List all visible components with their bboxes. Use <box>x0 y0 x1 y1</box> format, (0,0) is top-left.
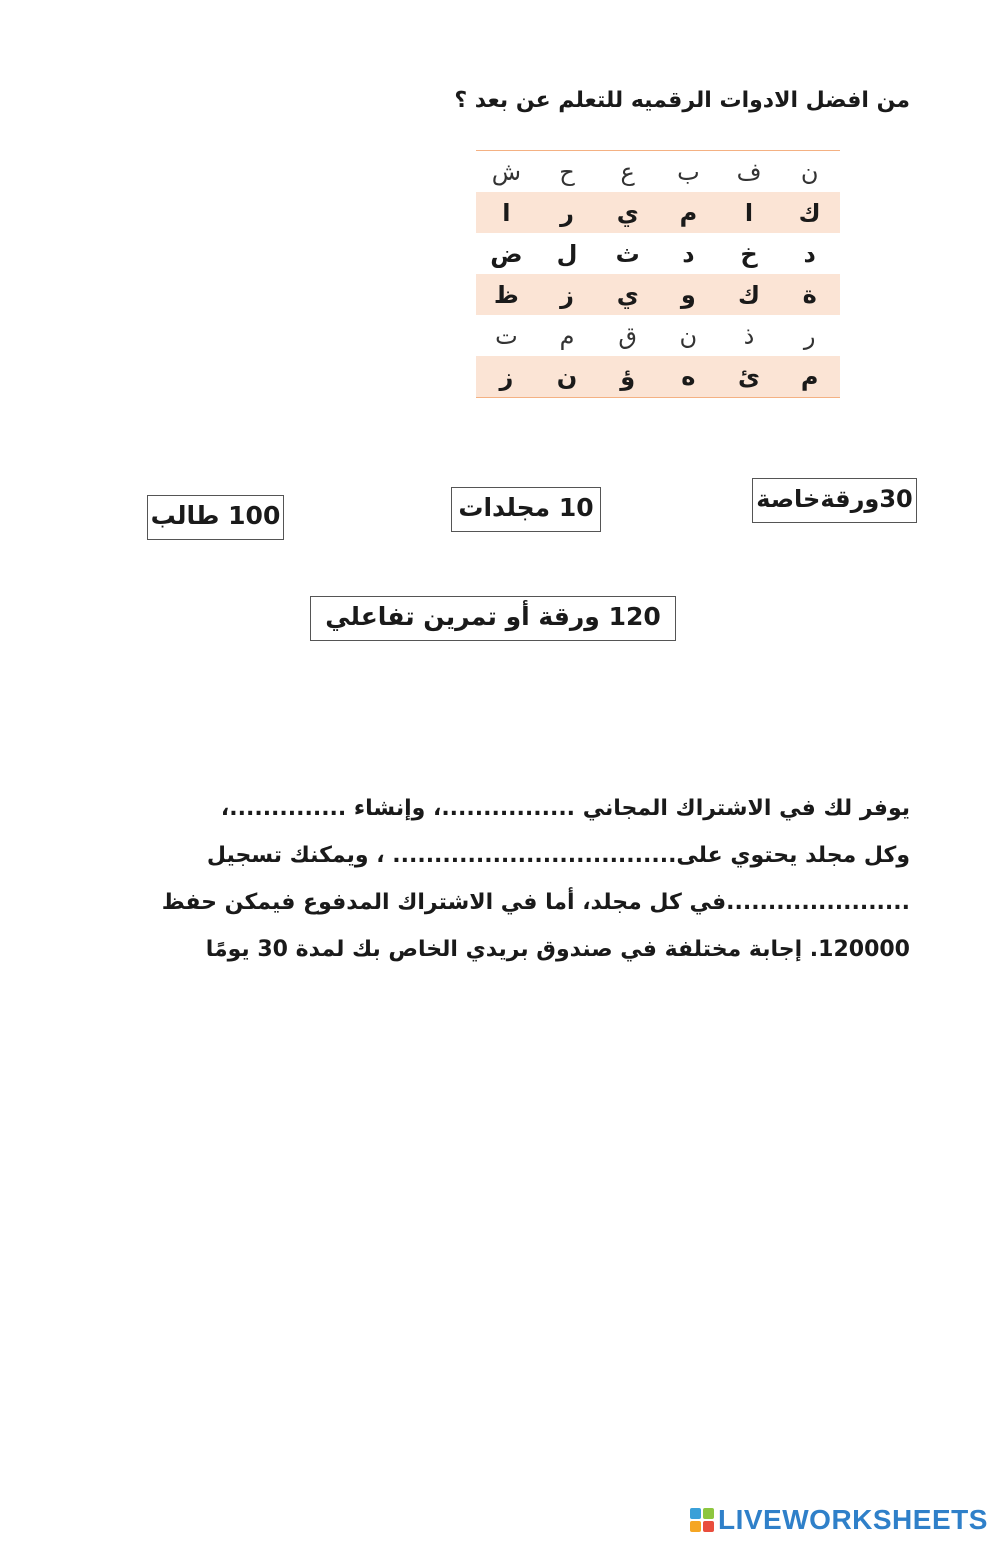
paragraph-line: وكل مجلد يحتوي على.................................. ، ويمكنك تسجيل <box>206 843 910 868</box>
answer-box-special-sheets[interactable]: 30ورقةخاصة <box>752 478 917 523</box>
grid-cell[interactable]: ز <box>476 356 537 398</box>
grid-cell[interactable]: ظ <box>476 274 537 315</box>
answer-box-interactive[interactable]: 120 ورقة أو تمرين تفاعلي <box>310 596 676 641</box>
grid-cell[interactable]: ن <box>679 321 698 350</box>
grid-cell[interactable]: ب <box>677 157 700 186</box>
grid-cell[interactable]: ي <box>597 274 658 315</box>
grid-cell[interactable]: ئ <box>719 356 780 398</box>
grid-cell[interactable]: ه <box>658 356 719 398</box>
grid-cell[interactable]: ن <box>537 356 598 398</box>
grid-cell[interactable]: ف <box>736 157 762 186</box>
grid-cell[interactable]: ر <box>803 321 816 350</box>
grid-cell[interactable]: ح <box>559 157 575 186</box>
grid-cell[interactable]: م <box>658 192 719 233</box>
grid-cell[interactable]: ل <box>556 239 578 268</box>
grid-cell[interactable]: ي <box>597 192 658 233</box>
logo-square <box>690 1521 701 1532</box>
grid-cell[interactable]: م <box>559 321 575 350</box>
grid-row <box>476 192 840 233</box>
grid-cell[interactable]: ت <box>495 321 518 350</box>
grid-cell[interactable]: ك <box>719 274 780 315</box>
logo-squares-icon <box>690 1508 714 1532</box>
grid-cell[interactable]: ة <box>779 274 840 315</box>
grid-row <box>476 151 840 193</box>
grid-cell[interactable]: ن <box>800 157 819 186</box>
grid-cell[interactable]: ش <box>491 157 521 186</box>
logo-text: LIVEWORKSHEETS <box>718 1504 988 1535</box>
grid-row <box>476 356 840 398</box>
question-title: من افضل الادوات الرقميه للتعلم عن بعد ؟ <box>454 88 910 113</box>
grid-cell[interactable]: م <box>779 356 840 398</box>
grid-cell[interactable]: ذ <box>743 321 755 350</box>
liveworksheets-logo <box>690 1500 988 1540</box>
grid-cell[interactable]: ك <box>779 192 840 233</box>
grid-cell[interactable]: ر <box>537 192 598 233</box>
answer-box-folders[interactable]: 10 مجلدات <box>451 487 601 532</box>
paragraph-line: ......................في كل مجلد، أما في الاشتراك المدفوع فيمكن حفظ <box>161 890 910 915</box>
grid-cell[interactable]: ؤ <box>597 356 658 398</box>
grid-cell[interactable]: و <box>658 274 719 315</box>
logo-square <box>703 1508 714 1519</box>
paragraph-line: 120000. إجابة مختلفة في صندوق بريدي الخاص بك لمدة 30 يومًا <box>205 937 910 962</box>
grid-cell[interactable]: ق <box>618 321 638 350</box>
grid-cell[interactable]: ث <box>615 239 640 268</box>
grid-cell[interactable]: ز <box>537 274 598 315</box>
fill-in-paragraph <box>110 785 910 973</box>
grid-row <box>476 315 840 356</box>
logo-square <box>690 1508 701 1519</box>
grid-cell[interactable]: ا <box>719 192 780 233</box>
grid-row <box>476 274 840 315</box>
grid-cell[interactable]: ا <box>476 192 537 233</box>
answer-box-students[interactable]: 100 طالب <box>147 495 284 540</box>
grid-cell[interactable]: خ <box>740 239 758 268</box>
grid-cell[interactable]: ض <box>490 239 523 268</box>
logo-square <box>703 1521 714 1532</box>
paragraph-line: يوفر لك في الاشتراك المجاني ................، وإنشاء ..............، <box>220 796 910 821</box>
grid-cell[interactable]: ع <box>620 157 635 186</box>
letter-grid <box>476 150 840 398</box>
grid-cell[interactable]: د <box>682 239 695 268</box>
grid-cell[interactable]: د <box>803 239 816 268</box>
grid-row <box>476 233 840 274</box>
